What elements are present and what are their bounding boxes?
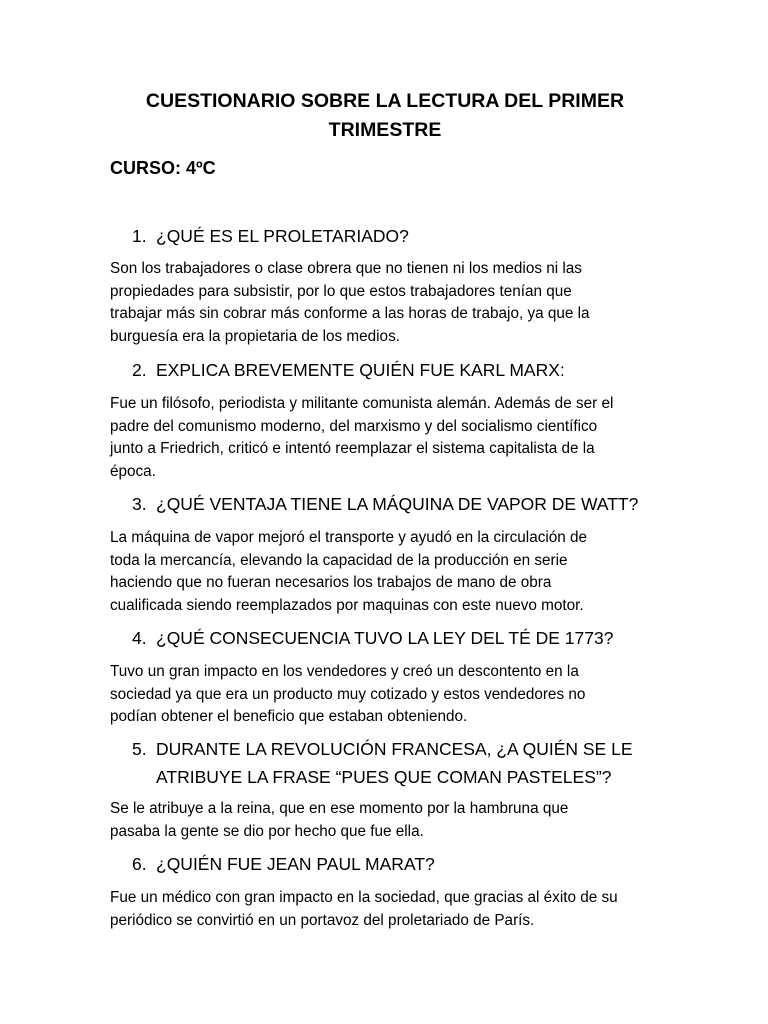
question-number: 6. [132, 854, 147, 874]
question-text-line: DURANTE LA REVOLUCIÓN FRANCESA, ¿A QUIÉN SE LE [156, 739, 633, 759]
question-text [156, 222, 656, 250]
answer-6 [110, 887, 660, 932]
answer-line: periódico se convirtió en un portavoz del proletariado de París. [110, 911, 535, 929]
question-text [156, 735, 656, 791]
question-text-line: ¿QUÉ ES EL PROLETARIADO? [156, 226, 409, 246]
question-text [156, 356, 656, 384]
answer-line: cualificada siendo reemplazados por maquinas con este nuevo motor. [110, 596, 584, 614]
answer-line: La máquina de vapor mejoró el transporte y ayudó en la circulación de [110, 529, 588, 546]
answer-line: propiedades para subsistir, por lo que estos trabajadores tenían que [110, 282, 572, 300]
answer-line: padre del comunismo moderno, del marxismo y del socialismo científico [110, 417, 598, 435]
answer-line: trabajar más sin cobrar más conforme a las horas de trabajo, ya que la [110, 305, 590, 323]
document-title-line-1: CUESTIONARIO SOBRE LA LECTURA DEL PRIMER [145, 90, 625, 112]
answer-line: Fue un médico con gran impacto en la sociedad, que gracias al éxito de su [110, 889, 618, 906]
question-text-line: ¿QUIÉN FUE JEAN PAUL MARAT? [156, 854, 435, 874]
question-text [156, 624, 656, 652]
answer-line: Se le atribuye a la reina, que en ese momento por la hambruna que [110, 800, 569, 817]
answer-line: Tuvo un gran impacto en los vendedores y creó un descontento en la [110, 663, 579, 680]
question-text-line: ¿QUÉ CONSECUENCIA TUVO LA LEY DEL TÉ DE 1773? [156, 628, 614, 648]
answer-line: Son los trabajadores o clase obrera que no tienen ni los medios ni las [110, 260, 582, 277]
answer-line: Fue un filósofo, periodista y militante comunista alemán. Además de ser el [110, 395, 614, 412]
question-text [156, 850, 656, 878]
question-number: 3. [132, 494, 147, 514]
answer-2 [110, 393, 660, 483]
answer-1 [110, 258, 660, 348]
question-number: 5. [132, 739, 147, 759]
answer-3 [110, 527, 660, 617]
question-number: 4. [132, 628, 147, 648]
answer-line: junto a Friedrich, criticó e intentó reemplazar el sistema capitalista de la [110, 440, 595, 458]
answer-5 [110, 798, 660, 843]
answer-line: podían obtener el beneficio que estaban obteniendo. [110, 708, 468, 726]
answer-line: haciendo que no fueran necesarios los trabajos de mano de obra [110, 574, 552, 592]
question-text-line: ATRIBUYE LA FRASE “PUES QUE COMAN PASTELES”? [156, 767, 612, 787]
question-text-line: EXPLICA BREVEMENTE QUIÉN FUE KARL MARX: [156, 360, 565, 380]
answer-4 [110, 661, 660, 729]
answer-line: burguesía era la propietaria de los medios. [110, 327, 400, 345]
question-text-line: ¿QUÉ VENTAJA TIENE LA MÁQUINA DE VAPOR DE WATT? [156, 494, 639, 514]
answer-line: pasaba la gente se dio por hecho que fue ella. [110, 822, 424, 840]
question-number: 2. [132, 360, 147, 380]
question-number: 1. [132, 226, 147, 246]
course-label: CURSO: 4ºC [110, 158, 216, 178]
question-text [156, 490, 656, 518]
answer-line: toda la mercancía, elevando la capacidad de la producción en serie [110, 551, 568, 569]
answer-line: época. [110, 462, 156, 480]
document-title-line-2: TRIMESTRE [328, 119, 442, 141]
answer-line: sociedad ya que era un producto muy cotizado y estos vendedores no [110, 685, 586, 703]
